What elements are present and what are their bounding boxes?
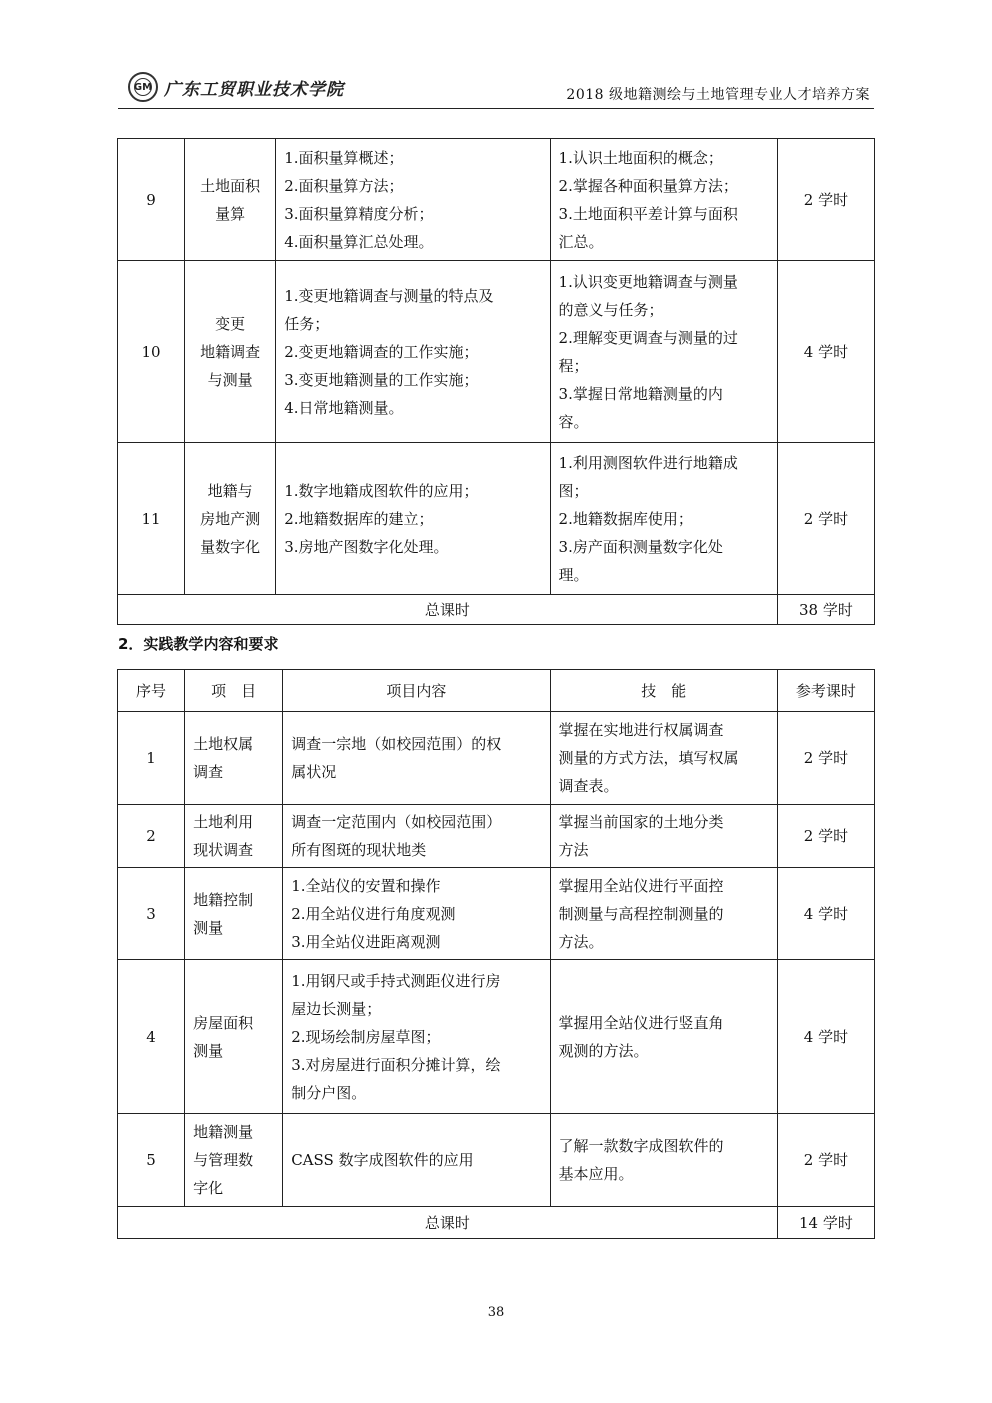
skill (550, 868, 777, 960)
skill-line: 掌握在实地进行权属调查 (558, 721, 724, 739)
project-name (185, 805, 283, 868)
requirements-line: 图； (558, 481, 589, 500)
requirements-line: 2.理解变更调查与测量的过 (558, 328, 738, 347)
project-name (185, 868, 283, 960)
class-hours: 4 学时 (777, 868, 874, 960)
table-row (118, 261, 875, 443)
project-content-line: 制分户图。 (291, 1083, 367, 1102)
project-content-line: 屋边长测量； (291, 999, 382, 1018)
row-number: 2 (118, 805, 185, 868)
project-name-line: 测量 (193, 918, 224, 937)
project-content (276, 139, 550, 261)
project-content-line: 2.变更地籍调查的工作实施； (284, 342, 479, 361)
requirements-line: 1.利用测图软件进行地籍成 (558, 453, 738, 472)
project-content (276, 443, 550, 595)
header-project: 项 目 (185, 670, 283, 712)
total-hours: 14 学时 (777, 1207, 874, 1239)
table-row (118, 139, 875, 261)
project-content-line: 2.面积量算方法； (284, 176, 404, 195)
project-name (185, 139, 276, 261)
class-hours: 4 学时 (777, 960, 874, 1114)
project-content-line: 属状况 (291, 763, 337, 781)
skill-line: 方法 (558, 841, 589, 859)
total-row (118, 1207, 875, 1239)
project-name-line: 现状调查 (193, 841, 254, 859)
skill-line: 观测的方法。 (558, 1041, 649, 1060)
table-header-row (118, 670, 875, 712)
requirements-line: 理。 (558, 565, 589, 584)
table-row (118, 960, 875, 1114)
project-content-line: 4.面积量算汇总处理。 (284, 232, 434, 251)
project-name-line: 与测量 (207, 370, 253, 389)
skill-line: 掌握当前国家的土地分类 (558, 813, 724, 831)
total-label: 总课时 (118, 1207, 778, 1239)
document-title: 2018 级地籍测绘与土地管理专业人才培养方案 (566, 87, 870, 103)
requirements-line: 3.房产面积测量数字化处 (558, 537, 723, 556)
project-content-line: 3.对房屋进行面积分摊计算，绘 (291, 1055, 501, 1074)
requirements-line: 1.认识土地面积的概念； (558, 148, 723, 167)
total-row (118, 595, 875, 625)
project-content-line: 任务； (284, 314, 330, 333)
class-hours: 2 学时 (777, 443, 874, 595)
project-content (283, 1114, 550, 1207)
header-no: 序号 (118, 670, 185, 712)
class-hours: 2 学时 (777, 805, 874, 868)
project-content-line: 3.房地产图数字化处理。 (284, 537, 449, 556)
row-number: 5 (118, 1114, 185, 1207)
project-content (283, 805, 550, 868)
row-number: 4 (118, 960, 185, 1114)
requirements-line: 3.土地面积平差计算与面积 (558, 204, 738, 223)
project-name-line: 字化 (193, 1179, 224, 1197)
project-name-line: 测量 (193, 1041, 224, 1060)
project-name-line: 地籍测量 (193, 1123, 254, 1141)
project-content (283, 712, 550, 805)
requirements-line: 程； (558, 356, 589, 375)
project-name-line: 量算 (215, 204, 246, 223)
project-name (185, 712, 283, 805)
skill-line: 制测量与高程控制测量的 (558, 904, 724, 923)
row-number: 11 (118, 443, 185, 595)
project-name (185, 960, 283, 1114)
section-heading: 2．实践教学内容和要求 (118, 635, 279, 653)
requirements-line: 3.掌握日常地籍测量的内 (558, 384, 723, 403)
skill (550, 712, 777, 805)
table-row (118, 1114, 875, 1207)
school-seal-icon: GM (128, 72, 158, 102)
school-logo (128, 72, 344, 102)
project-content-line: 调查一宗地（如校园范围）的权 (291, 735, 502, 753)
skill-line: 了解一款数字成图软件的 (558, 1137, 724, 1155)
header-content: 项目内容 (283, 670, 550, 712)
project-name (185, 261, 276, 443)
project-content-line: 2.用全站仪进行角度观测 (291, 904, 456, 923)
table-row (118, 805, 875, 868)
skill-line: 调查表。 (558, 777, 619, 795)
skill-line: 测量的方式方法，填写权属 (558, 749, 739, 767)
skill-line: 方法。 (558, 932, 604, 951)
project-content-line: 3.变更地籍测量的工作实施； (284, 370, 479, 389)
requirements-line: 1.认识变更地籍调查与测量 (558, 272, 738, 291)
requirements-line: 2.掌握各种面积量算方法； (558, 176, 738, 195)
project-name-line: 地籍调查 (200, 342, 261, 361)
table-row (118, 443, 875, 595)
table-row (118, 712, 875, 805)
project-content-line: 1.全站仪的安置和操作 (291, 876, 441, 895)
class-hours: 2 学时 (777, 712, 874, 805)
row-number: 9 (118, 139, 185, 261)
project-name-line: 地籍与 (207, 481, 253, 500)
project-content-line: 3.面积量算精度分析； (284, 204, 434, 223)
project-content (276, 261, 550, 443)
project-content (283, 960, 550, 1114)
project-content-line: 2.现场绘制房屋草图； (291, 1027, 441, 1046)
class-hours: 2 学时 (777, 139, 874, 261)
skill-line: 掌握用全站仪进行平面控 (558, 876, 724, 895)
requirements (550, 443, 777, 595)
project-content-line: 1.用钢尺或手持式测距仪进行房 (291, 971, 501, 990)
requirements (550, 139, 777, 261)
school-name: 广东工贸职业技术学院 (164, 79, 344, 100)
requirements (550, 261, 777, 443)
skill-line: 掌握用全站仪进行竖直角 (558, 1013, 724, 1032)
table-row (118, 868, 875, 960)
project-name-line: 土地权属 (193, 735, 254, 753)
project-name-line: 房地产测 (200, 509, 261, 528)
total-label: 总课时 (118, 595, 778, 625)
project-content-line: 4.日常地籍测量。 (284, 398, 404, 417)
project-name-line: 变更 (215, 314, 246, 333)
requirements-line: 汇总。 (558, 232, 604, 251)
project-content-line: 1.变更地籍调查与测量的特点及 (284, 286, 494, 305)
skill (550, 1114, 777, 1207)
project-name-line: 量数字化 (200, 537, 261, 556)
skill (550, 960, 777, 1114)
skill-line: 基本应用。 (558, 1165, 634, 1183)
row-number: 10 (118, 261, 185, 443)
class-hours: 2 学时 (777, 1114, 874, 1207)
theory-course-table (117, 138, 875, 625)
page-number: 38 (487, 1305, 505, 1320)
page-header (118, 62, 874, 109)
project-content (283, 868, 550, 960)
skill (550, 805, 777, 868)
project-name-line: 土地面积 (200, 176, 261, 195)
practice-course-table (117, 669, 875, 1239)
project-name-line: 调查 (193, 763, 224, 781)
requirements-line: 容。 (558, 412, 589, 431)
row-number: 3 (118, 868, 185, 960)
project-name-line: 房屋面积 (193, 1013, 254, 1032)
project-name-line: 土地利用 (193, 813, 254, 831)
header-hours: 参考课时 (777, 670, 874, 712)
project-content-line: 调查一定范围内（如校园范围） (291, 813, 502, 831)
requirements-line: 2.地籍数据库使用； (558, 509, 693, 528)
requirements-line: 的意义与任务； (558, 300, 664, 319)
project-name-line: 地籍控制 (193, 890, 254, 909)
project-name (185, 1114, 283, 1207)
project-content-line: 3.用全站仪进距离观测 (291, 932, 441, 951)
project-content-line: 2.地籍数据库的建立； (284, 509, 434, 528)
total-hours: 38 学时 (777, 595, 874, 625)
project-name (185, 443, 276, 595)
project-content-line: 所有图斑的现状地类 (291, 841, 427, 859)
row-number: 1 (118, 712, 185, 805)
project-content-line: CASS 数字成图软件的应用 (291, 1151, 474, 1169)
project-content-line: 1.数字地籍成图软件的应用； (284, 481, 479, 500)
header-skill: 技 能 (550, 670, 777, 712)
project-content-line: 1.面积量算概述； (284, 148, 404, 167)
project-name-line: 与管理数 (193, 1151, 254, 1169)
class-hours: 4 学时 (777, 261, 874, 443)
